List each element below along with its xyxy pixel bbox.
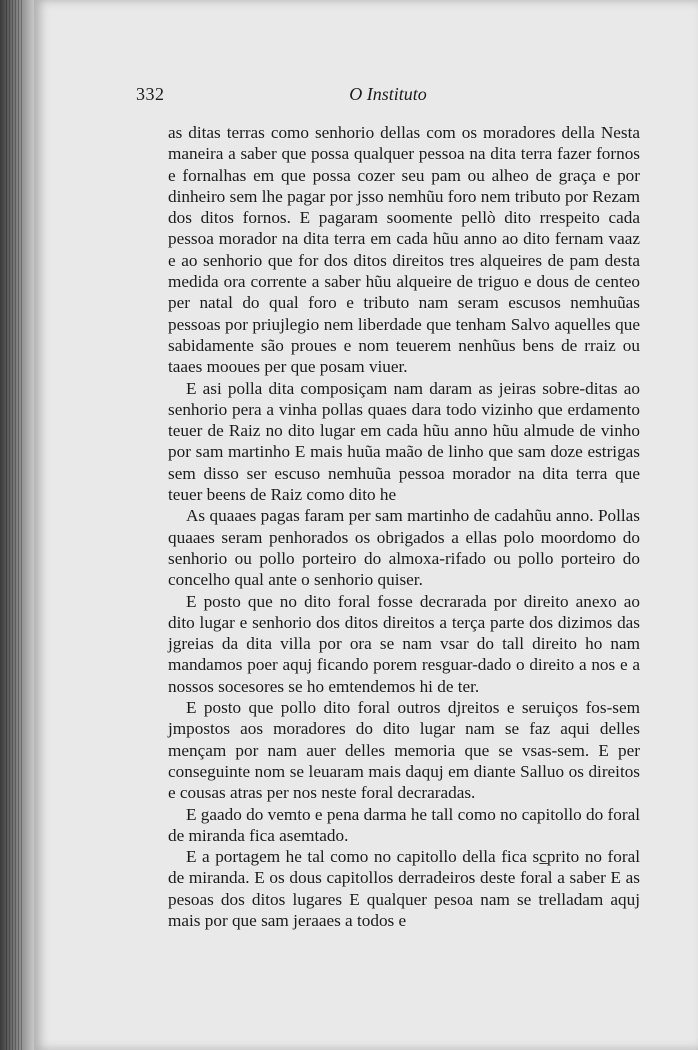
paragraph: E asi polla dita composiçam nam daram as jeiras sobre-ditas ao senhorio pera a vinha pollas quaes dara todo vizinho que erdamento teuer de Raiz no dito lugar em cada hũu anno hũu almude de vinho por sam martinho E mais huũa maão de linho que sam doze estrigas sem disso ser escuso nemhuũa pessoa morador na dita terra que teuer beens de Raiz como dito he [168,378,640,505]
running-title: O Instituto [349,84,427,104]
page-number: 332 [136,84,165,104]
paragraph: as ditas terras como senhorio dellas com os moradores della Nesta maneira a saber que possa qualquer pessoa na dita terra fazer fornos e fornalhas em que possa cozer seu pam ou alheo de graça e por dinheiro sem lhe pagar por jsso nemhũu foro nem tributo por Rezam dos ditos fornos. E pagaram soomente pellò dito rrespeito cada pessoa morador na dita terra em cada hũu anno ao dito fernam vaaz e ao senhorio que for dos ditos direitos tres alqueires de pam desta medida ora corrente a saber hũu alqueire de triguo e dous de centeo per natal do qual foro e tributo nam seram escusos nemhuũas pessoas por priujlegio nem liberdade que tenham Salvo aquelles que sabidamente são proues e nom teuerem nenhũus bens de rraiz ou taaes mooues per que posam viuer. [168,123,640,377]
paragraph: E posto que no dito foral fosse decrarada por direito anexo ao dito lugar e senhorio dos ditos direitos a terça parte dos dizimos das jgreias da dita villa por ora se nam vsar do tall direito ho nam mandamos poer aquj ficando porem resguar-dado o direito a nos e a nossos socesores se ho emtendemos hi de ter. [168,591,640,696]
page-header [136,84,640,108]
body-text [168,122,640,931]
binding-edge [6,0,24,1050]
book-binding [0,0,34,1050]
paragraph: E a portagem he tal como no capitollo della fica sc̲prito no foral de miranda. E os dous capitollos derradeiros deste foral a saber E as pesoas dos ditos lugares E qualquer pesoa nam se trelladam aquj mais por que sam jeraaes a todos e [168,847,640,930]
paragraph: E posto que pollo dito foral outros djreitos e seruiços fos-sem jmpostos aos moradores do dito lugar nam se faz aqui delles mençam por nam auer delles memoria que se vsas-sem. E per conseguinte nom se leuaram mais daquj em diante Salluo os direitos e cousas atras per nos neste foral decraradas. [168,698,640,803]
paragraph: As quaaes pagas faram per sam martinho de cadahũu anno. Pollas quaaes seram penhorados os obrigados a ellas polo moordomo do senhorio ou pollo porteiro do almoxa-rifado ou pollo porteiro do concelho qual ante o senhorio quiser. [168,506,640,590]
paragraph: E gaado do vemto e pena darma he tall como no capitollo do foral de miranda fica asemtado. [168,804,640,845]
